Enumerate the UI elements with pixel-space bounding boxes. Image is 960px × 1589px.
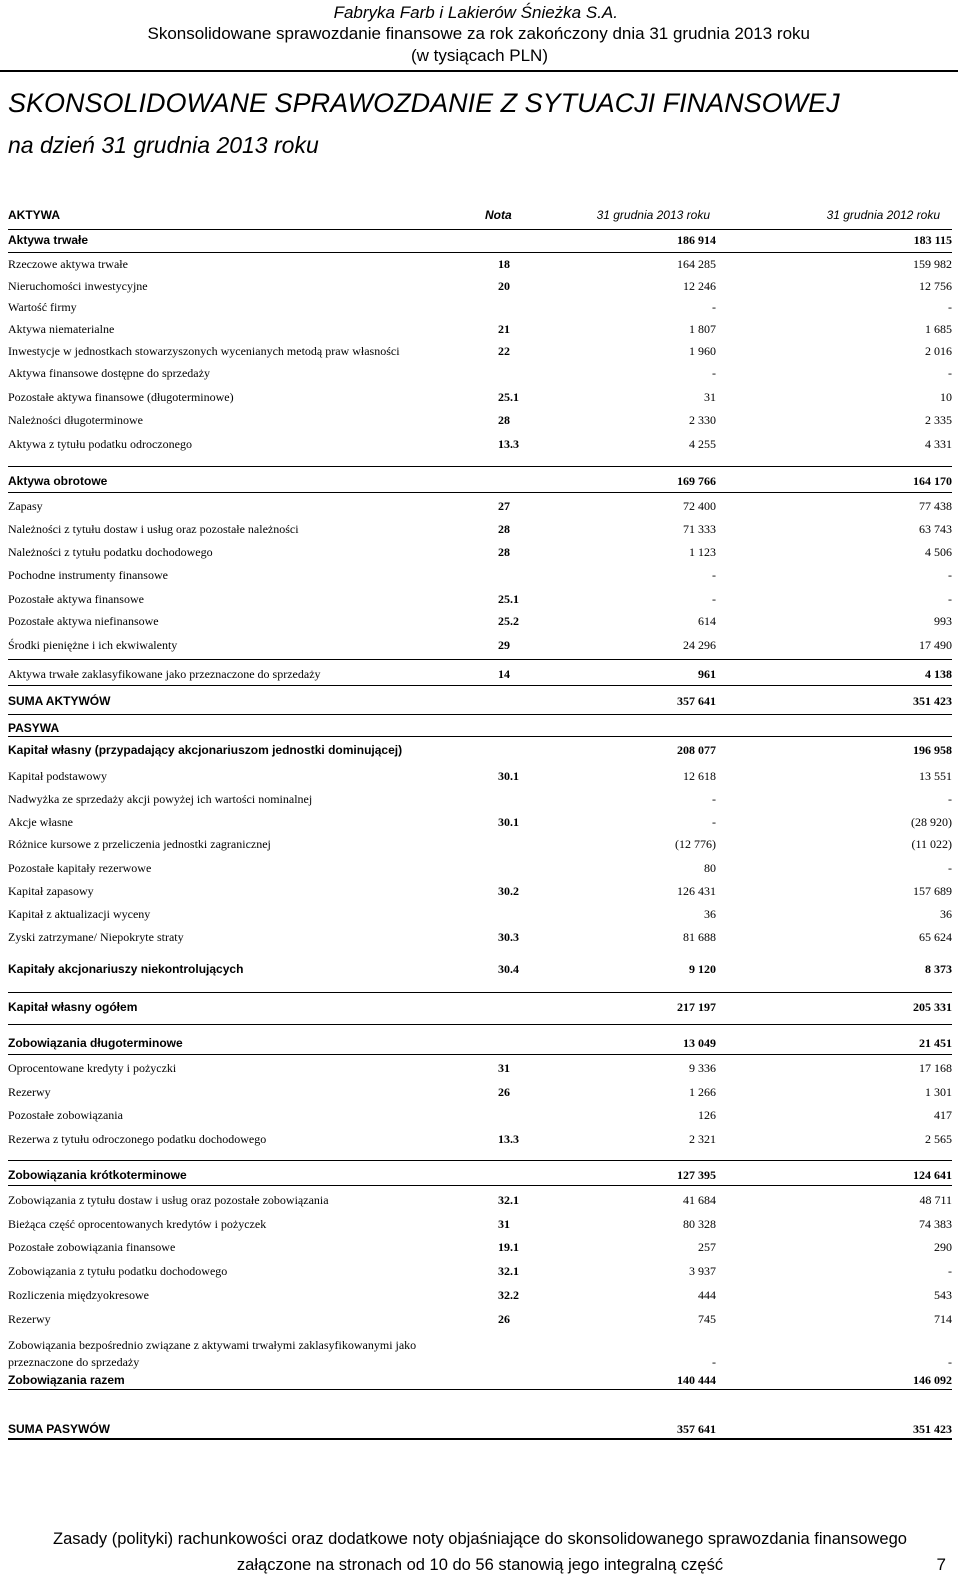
row-value-2012: - (948, 1264, 952, 1278)
row-value-2012: 290 (934, 1240, 952, 1254)
row-note: 22 (498, 344, 510, 358)
row-label: Inwestycje w jednostkach stowarzyszonych wycenianych metodą praw własności (8, 344, 400, 358)
column-header-2012: 31 grudnia 2012 roku (826, 208, 940, 222)
report-name: Skonsolidowane sprawozdanie finansowe za rok zakończony dnia 31 grudnia 2013 roku (147, 24, 810, 43)
row-label: Pozostałe aktywa finansowe (długoterminowe) (8, 390, 234, 404)
table-row (8, 1217, 952, 1239)
row-note: 30.2 (498, 884, 519, 898)
row-value-2013: - (712, 792, 716, 806)
row-value-2013: 9 336 (689, 1061, 716, 1075)
row-value-2013: 257 (698, 1240, 716, 1254)
row-note: 31 (498, 1217, 510, 1231)
row-value-2012: 714 (934, 1312, 952, 1326)
row-value-2013: 80 (704, 861, 716, 875)
table-row (8, 769, 952, 791)
footer-line-1: Zasady (polityki) rachunkowości oraz dodatkowe noty objaśniające do skonsolidowanego sprawozdania finansowego (53, 1530, 907, 1548)
row-note: 26 (498, 1085, 510, 1099)
row-note: 32.2 (498, 1288, 519, 1302)
row-value-2012: 74 383 (919, 1217, 952, 1231)
row-note: 13.3 (498, 1132, 519, 1146)
row-value-2013: 9 120 (689, 962, 716, 976)
table-row (8, 861, 952, 883)
row-value-2012: 36 (940, 907, 952, 921)
row-label: Rezerwy (8, 1312, 51, 1326)
row-label: Zyski zatrzymane/ Niepokryte straty (8, 930, 184, 944)
row-label: Zapasy (8, 499, 43, 513)
row-value-2012: 2 335 (925, 413, 952, 427)
row-value-2013: 1 807 (689, 322, 716, 336)
footer-line-2: załączone na stronach od 10 do 56 stanowią jego integralną część (236, 1556, 724, 1574)
table-row (8, 390, 952, 412)
row-label: Nieruchomości inwestycyjne (8, 279, 148, 293)
row-label: Rezerwa z tytułu odroczonego podatku dochodowego (8, 1132, 267, 1146)
row-label: Różnice kursowe z przeliczenia jednostki zagranicznej (8, 837, 271, 851)
table-row (8, 1168, 952, 1190)
row-label: Rozliczenia międzyokresowe (8, 1288, 149, 1302)
row-label: Wartość firmy (8, 300, 77, 314)
row-value-2013: 169 766 (677, 474, 716, 488)
table-row (8, 437, 952, 459)
row-label: Zobowiązania bezpośrednio związane z aktywami trwałymi zaklasyfikowanymi jako (8, 1338, 417, 1352)
row-divider (8, 1054, 952, 1055)
row-value-2012: 17 490 (919, 638, 952, 652)
table-row (8, 257, 952, 279)
row-note: 28 (498, 545, 510, 559)
row-note: 13.3 (498, 437, 519, 451)
column-header-label: AKTYWA (8, 208, 60, 222)
title-main: SKONSOLIDOWANE SPRAWOZDANIE Z SYTUACJI FINANSOWEJ (8, 88, 840, 118)
row-label: Należności długoterminowe (8, 413, 143, 427)
row-value-2013: 357 641 (677, 1422, 716, 1436)
row-label: Kapitały akcjonariuszy niekontrolujących (8, 962, 244, 976)
row-divider (8, 492, 952, 493)
row-label: Kapitał własny (przypadający akcjonariuszom jednostki dominującej) (8, 743, 403, 757)
row-note: 20 (498, 279, 510, 293)
table-row (8, 721, 952, 743)
table-row (8, 1061, 952, 1083)
row-value-2012: 65 624 (919, 930, 952, 944)
row-label: Rezerwy (8, 1085, 51, 1099)
row-label: Pochodne instrumenty finansowe (8, 568, 168, 582)
row-value-2012: - (948, 366, 952, 380)
row-value-2013: - (712, 1355, 716, 1369)
table-row (8, 366, 952, 388)
row-value-2012: 183 115 (913, 233, 952, 247)
row-label: Pozostałe kapitały rezerwowe (8, 861, 152, 875)
table-row (8, 413, 952, 435)
row-divider (8, 992, 952, 993)
company-name: Fabryka Farb i Lakierów Śnieżka S.A. (333, 3, 618, 22)
row-value-2012: 63 743 (919, 522, 952, 536)
table-row (8, 568, 952, 590)
row-value-2012: 159 982 (913, 257, 952, 271)
row-label: Środki pieniężne i ich ekwiwalenty (8, 638, 178, 652)
row-value-2012: 21 451 (919, 1036, 952, 1050)
table-row (8, 815, 952, 837)
row-value-2012: 164 170 (913, 474, 952, 488)
row-value-2013: 126 (698, 1108, 716, 1122)
row-value-2012: 157 689 (913, 884, 952, 898)
row-label: Aktywa niematerialne (8, 322, 115, 336)
row-label: Aktywa finansowe dostępne do sprzedaży (8, 366, 210, 380)
row-value-2012: 4 138 (925, 667, 952, 681)
row-label: Aktywa z tytułu podatku odroczonego (8, 437, 192, 451)
table-row (8, 300, 952, 322)
table-row (8, 1000, 952, 1022)
row-value-2012: (28 920) (911, 815, 952, 829)
row-note: 25.2 (498, 614, 519, 628)
row-note: 27 (498, 499, 510, 513)
row-value-2013: 186 914 (677, 233, 716, 247)
row-value-2013: 217 197 (677, 1000, 716, 1014)
row-value-2012: 4 506 (925, 545, 952, 559)
row-value-2013: 36 (704, 907, 716, 921)
row-note: 21 (498, 322, 510, 336)
table-row (8, 279, 952, 301)
row-label: Pozostałe aktywa niefinansowe (8, 614, 159, 628)
row-value-2013: 2 321 (689, 1132, 716, 1146)
row-value-2012: 1 301 (925, 1085, 952, 1099)
row-label: Pozostałe zobowiązania finansowe (8, 1240, 176, 1254)
row-value-2013: 1 123 (689, 545, 716, 559)
row-note: 30.1 (498, 815, 519, 829)
row-value-2012: - (948, 568, 952, 582)
row-label: Kapitał z aktualizacji wyceny (8, 907, 151, 921)
row-value-2012: 196 958 (913, 743, 952, 757)
row-value-2013: 357 641 (677, 694, 716, 708)
table-row (8, 1338, 952, 1369)
row-value-2012: 77 438 (919, 499, 952, 513)
table-row (8, 638, 952, 660)
row-value-2013: 12 618 (683, 769, 716, 783)
row-value-2012: 2 565 (925, 1132, 952, 1146)
table-row (8, 545, 952, 567)
row-label: Nadwyżka ze sprzedaży akcji powyżej ich wartości nominalnej (8, 792, 313, 806)
row-value-2012: 17 168 (919, 1061, 952, 1075)
row-label: Oprocentowane kredyty i pożyczki (8, 1061, 177, 1075)
row-divider (8, 685, 952, 686)
row-value-2013: 24 296 (683, 638, 716, 652)
row-value-2013: 127 395 (677, 1168, 716, 1182)
table-row (8, 522, 952, 544)
row-value-2013: - (712, 592, 716, 606)
table-row (8, 962, 952, 984)
row-divider (8, 1438, 952, 1440)
row-value-2012: 146 092 (913, 1373, 952, 1387)
row-value-2013: 614 (698, 614, 716, 628)
row-value-2013: 71 333 (683, 522, 716, 536)
row-note: 31 (498, 1061, 510, 1075)
row-label: Rzeczowe aktywa trwałe (8, 257, 128, 271)
row-label: Zobowiązania krótkoterminowe (8, 1168, 187, 1182)
row-label: Aktywa trwałe (8, 233, 89, 247)
row-label: Kapitał zapasowy (8, 884, 94, 898)
row-value-2013: 961 (698, 667, 716, 681)
row-divider (8, 659, 952, 660)
table-row (8, 592, 952, 614)
row-value-2012: - (948, 861, 952, 875)
row-note: 30.3 (498, 930, 519, 944)
table-row (8, 694, 952, 716)
table-row (8, 1085, 952, 1107)
table-row (8, 907, 952, 929)
row-label: Zobowiązania długoterminowe (8, 1036, 183, 1050)
table-row (8, 1132, 952, 1154)
row-label: Kapitał własny ogółem (8, 1000, 138, 1014)
table-row (8, 743, 952, 765)
table-row (8, 930, 952, 952)
row-note: 14 (498, 667, 510, 681)
row-label: Należności z tytułu dostaw i usług oraz pozostałe należności (8, 522, 299, 536)
row-label: PASYWA (8, 721, 60, 735)
row-label: Należności z tytułu podatku dochodowego (8, 545, 213, 559)
row-value-2013: (12 776) (675, 837, 716, 851)
row-value-2013: 41 684 (683, 1193, 716, 1207)
row-label: Pozostałe zobowiązania (8, 1108, 123, 1122)
row-value-2012: 1 685 (925, 322, 952, 336)
row-label: Akcje własne (8, 815, 73, 829)
row-value-2013: 745 (698, 1312, 716, 1326)
row-divider (8, 1185, 952, 1186)
table-row (8, 884, 952, 906)
table-row (8, 1240, 952, 1262)
row-divider (8, 736, 952, 737)
row-divider (8, 714, 952, 715)
row-note: 30.1 (498, 769, 519, 783)
row-label: Aktywa trwałe zaklasyfikowane jako przeznaczone do sprzedaży (8, 667, 321, 681)
row-divider (8, 252, 952, 253)
column-header-2013: 31 grudnia 2013 roku (596, 208, 710, 222)
row-note: 32.1 (498, 1264, 519, 1278)
table-row (8, 344, 952, 366)
row-label: SUMA AKTYWÓW (8, 694, 111, 708)
row-label: Bieżąca część oprocentowanych kredytów i pożyczek (8, 1217, 267, 1231)
row-value-2013: 140 444 (677, 1373, 716, 1387)
row-note: 19.1 (498, 1240, 519, 1254)
row-value-2013: - (712, 815, 716, 829)
row-value-2013: 1 960 (689, 344, 716, 358)
table-row (8, 1422, 952, 1444)
table-row (8, 499, 952, 521)
row-value-2013: 4 255 (689, 437, 716, 451)
row-label: Zobowiązania razem (8, 1373, 125, 1387)
row-value-2012: 10 (940, 390, 952, 404)
page-number: 7 (936, 1555, 946, 1574)
column-header-row (8, 208, 952, 230)
row-label: SUMA PASYWÓW (8, 1422, 110, 1436)
currency-note: (w tysiącach PLN) (411, 46, 548, 65)
row-value-2012: 351 423 (913, 1422, 952, 1436)
row-value-2013: - (712, 366, 716, 380)
row-note: 28 (498, 413, 510, 427)
row-label: Kapitał podstawowy (8, 769, 107, 783)
table-row (8, 614, 952, 636)
row-value-2013: 208 077 (677, 743, 716, 757)
row-note: 32.1 (498, 1193, 519, 1207)
table-row (8, 837, 952, 859)
table-row (8, 1108, 952, 1130)
table-row (8, 322, 952, 344)
row-value-2013: 81 688 (683, 930, 716, 944)
table-row (8, 792, 952, 814)
row-value-2012: 48 711 (919, 1193, 952, 1207)
row-value-2012: (11 022) (911, 837, 952, 851)
row-value-2012: - (948, 300, 952, 314)
row-value-2013: - (712, 300, 716, 314)
column-header-note: Nota (485, 208, 512, 222)
header-rule (0, 70, 958, 72)
row-value-2012: 205 331 (913, 1000, 952, 1014)
row-value-2013: 31 (704, 390, 716, 404)
row-value-2012: - (948, 792, 952, 806)
row-value-2012: 8 373 (925, 962, 952, 976)
row-note: 30.4 (498, 962, 519, 976)
row-value-2013: 164 285 (677, 257, 716, 271)
row-label-continued: przeznaczone do sprzedaży (8, 1355, 140, 1369)
row-value-2012: 4 331 (925, 437, 952, 451)
table-row (8, 1193, 952, 1215)
row-value-2012: 543 (934, 1288, 952, 1302)
row-value-2012: 351 423 (913, 694, 952, 708)
row-value-2012: - (948, 1355, 952, 1369)
row-value-2012: 12 756 (919, 279, 952, 293)
row-note: 28 (498, 522, 510, 536)
row-value-2013: - (712, 568, 716, 582)
row-value-2012: 993 (934, 614, 952, 628)
row-value-2013: 80 328 (683, 1217, 716, 1231)
row-label: Pozostałe aktywa finansowe (8, 592, 144, 606)
row-value-2013: 444 (698, 1288, 716, 1302)
row-value-2013: 12 246 (683, 279, 716, 293)
row-note: 18 (498, 257, 510, 271)
row-divider (8, 466, 952, 467)
row-note: 25.1 (498, 592, 519, 606)
table-row (8, 1264, 952, 1286)
row-note: 25.1 (498, 390, 519, 404)
row-value-2012: 124 641 (913, 1168, 952, 1182)
row-value-2013: 126 431 (677, 884, 716, 898)
table-row (8, 1373, 952, 1395)
row-value-2012: - (948, 592, 952, 606)
title-date: na dzień 31 grudnia 2013 roku (8, 132, 319, 158)
row-label: Aktywa obrotowe (8, 474, 108, 488)
row-value-2013: 13 049 (683, 1036, 716, 1050)
row-value-2012: 2 016 (925, 344, 952, 358)
row-divider (8, 1160, 952, 1161)
row-divider (8, 1389, 952, 1390)
row-label: Zobowiązania z tytułu podatku dochodowego (8, 1264, 228, 1278)
row-value-2012: 13 551 (919, 769, 952, 783)
row-value-2013: 72 400 (683, 499, 716, 513)
table-row (8, 1312, 952, 1334)
header-divider (8, 229, 952, 230)
row-value-2013: 1 266 (689, 1085, 716, 1099)
row-value-2013: 3 937 (689, 1264, 716, 1278)
table-row (8, 1288, 952, 1310)
row-note: 26 (498, 1312, 510, 1326)
row-value-2012: 417 (934, 1108, 952, 1122)
row-value-2013: 2 330 (689, 413, 716, 427)
row-note: 29 (498, 638, 510, 652)
row-divider (8, 1024, 952, 1025)
row-label: Zobowiązania z tytułu dostaw i usług oraz pozostałe zobowiązania (8, 1193, 329, 1207)
